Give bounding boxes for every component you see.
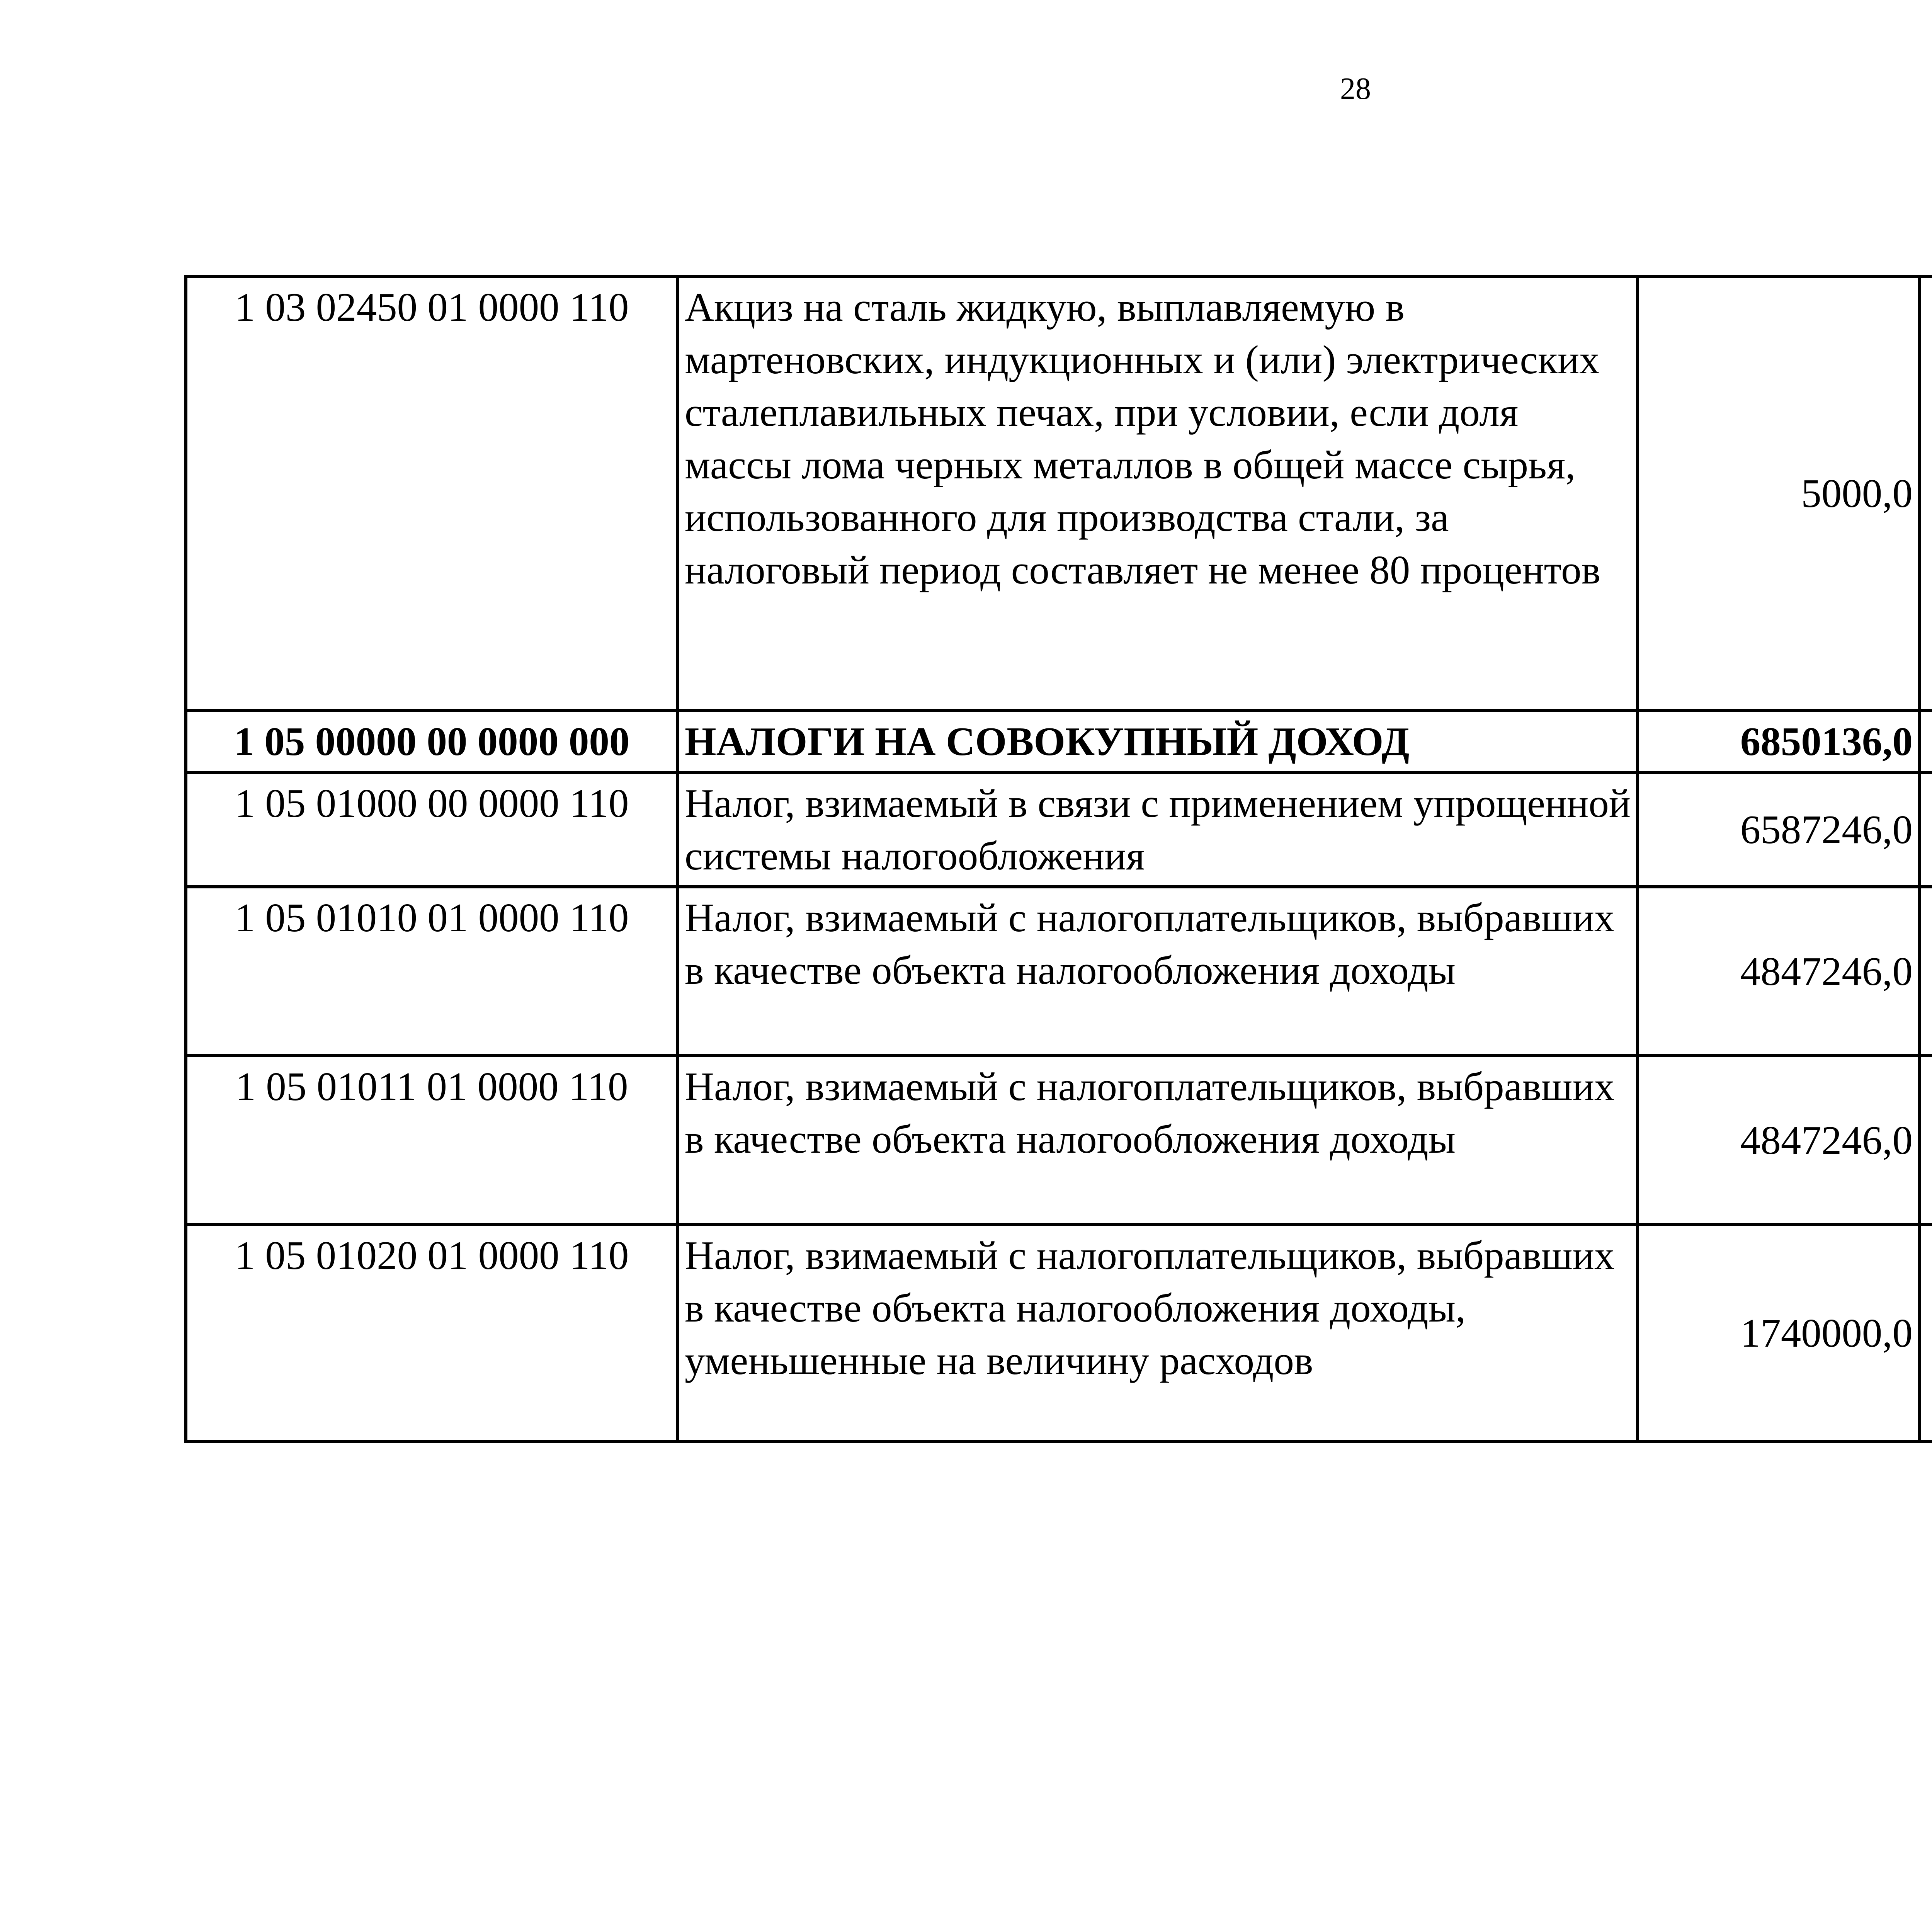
row-code: 1 05 01010 01 0000 110 <box>186 887 678 1056</box>
row-value-2 <box>1920 711 1932 772</box>
row-value-1: 5000,0 <box>1638 276 1920 711</box>
row-value-2 <box>1920 276 1932 711</box>
table-row <box>186 1225 1932 1442</box>
row-value-2 <box>1920 772 1932 887</box>
row-code: 1 05 00000 00 0000 000 <box>186 711 678 772</box>
table-row <box>186 1056 1932 1225</box>
table-row <box>186 711 1932 772</box>
table-row <box>186 887 1932 1056</box>
revenue-table <box>184 275 1932 1443</box>
row-name: Акциз на сталь жидкую, выплавляемую в мартеновских, индукционных и (или) электрических сталеплавильных печах, при условии, если доля массы лома черных металлов в общей массе сырья, использованного для производства стали, за налоговый период составляет не менее 80 процентов <box>678 276 1638 711</box>
row-name: НАЛОГИ НА СОВОКУПНЫЙ ДОХОД <box>678 711 1638 772</box>
row-code: 1 05 01000 00 0000 110 <box>186 772 678 887</box>
row-value-1: 6587246,0 <box>1638 772 1920 887</box>
row-value-1: 6850136,0 <box>1638 711 1920 772</box>
row-value-2 <box>1920 887 1932 1056</box>
row-name: Налог, взимаемый с налогоплательщиков, выбравших в качестве объекта налогообложения доходы, уменьшенные на величину расходов <box>678 1225 1638 1442</box>
row-value-1: 4847246,0 <box>1638 1056 1920 1225</box>
row-code: 1 05 01011 01 0000 110 <box>186 1056 678 1225</box>
table-row <box>186 772 1932 887</box>
row-value-2 <box>1920 1056 1932 1225</box>
row-value-1: 1740000,0 <box>1638 1225 1920 1442</box>
row-value-1: 4847246,0 <box>1638 887 1920 1056</box>
row-code: 1 05 01020 01 0000 110 <box>186 1225 678 1442</box>
row-code: 1 03 02450 01 0000 110 <box>186 276 678 711</box>
table-row <box>186 276 1932 711</box>
row-name: Налог, взимаемый в связи с применением упрощенной системы налогообложения <box>678 772 1638 887</box>
row-name: Налог, взимаемый с налогоплательщиков, выбравших в качестве объекта налогообложения доходы <box>678 887 1638 1056</box>
row-name: Налог, взимаемый с налогоплательщиков, выбравших в качестве объекта налогообложения доходы <box>678 1056 1638 1225</box>
page-number: 28 <box>1340 72 1371 106</box>
row-value-2 <box>1920 1225 1932 1442</box>
